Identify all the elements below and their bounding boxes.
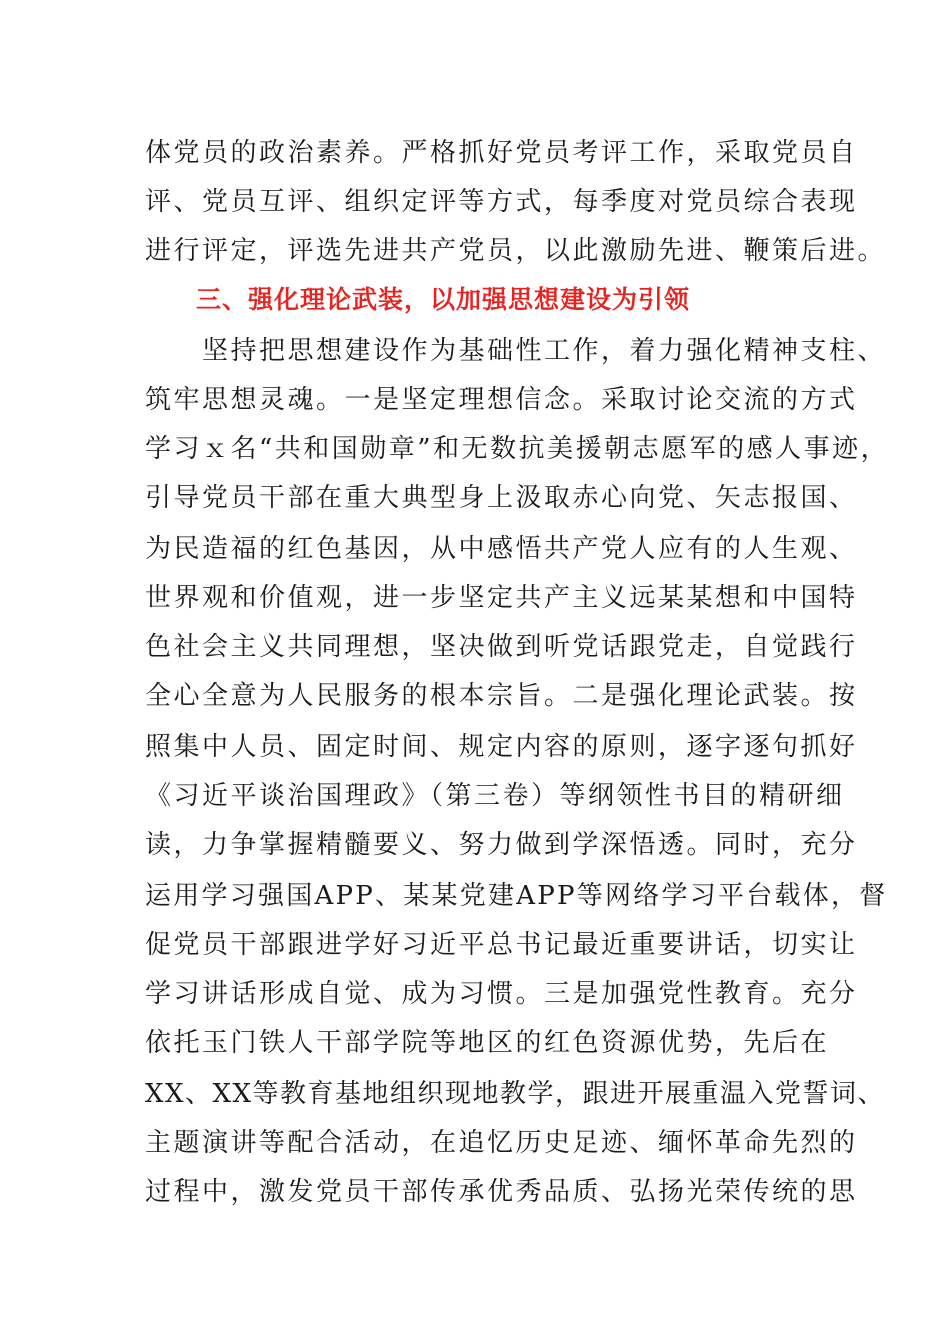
text-line: 世界观和价值观，进一步坚定共产主义远某某想和中国特: [145, 583, 858, 613]
section-heading: 三、强化理论武装，以加强思想建设为引领: [196, 285, 691, 314]
text-line: 过程中，激发党员干部传承优秀品质、弘扬光荣传统的思: [145, 1177, 858, 1207]
text-line: XX、XX等教育基地组织现地教学，跟进开展重温入党誓词、: [145, 1079, 886, 1109]
text-line: 学习ｘ名“共和国勋章”和无数抗美援朝志愿军的感人事迹，: [145, 434, 890, 464]
text-line: 主题演讲等配合活动，在追忆历史足迹、缅怀革命先烈的: [145, 1128, 858, 1158]
text-line: 照集中人员、固定时间、规定内容的原则，逐字逐句抓好: [145, 732, 858, 762]
text-line: 色社会主义共同理想，坚决做到听党话跟党走，自觉践行: [145, 632, 858, 662]
text-line: 学习讲话形成自觉、成为习惯。三是加强党性教育。充分: [145, 979, 858, 1009]
text-line: 评、党员互评、组织定评等方式，每季度对党员综合表现: [145, 187, 858, 217]
text-line: 进行评定，评选先进共产党员，以此激励先进、鞭策后进。: [145, 236, 887, 266]
text-line: 筑牢思想灵魂。一是坚定理想信念。采取讨论交流的方式: [145, 385, 858, 415]
text-line: 体党员的政治素养。严格抓好党员考评工作，采取党员自: [145, 138, 858, 168]
text-line: 为民造福的红色基因，从中感悟共产党人应有的人生观、: [145, 534, 858, 564]
text-line: 运用学习强国APP、某某党建APP等网络学习平台载体，督: [145, 881, 888, 911]
text-line: 全心全意为人民服务的根本宗旨。二是强化理论武装。按: [145, 681, 858, 711]
text-line: 《习近平谈治国理政》（第三卷）等纲领性书目的精研细: [145, 781, 845, 811]
text-line: 促党员干部跟进学好习近平总书记最近重要讲话，切实让: [145, 930, 858, 960]
text-line: 引导党员干部在重大典型身上汲取赤心向党、矢志报国、: [145, 483, 858, 513]
text-line: 读，力争掌握精髓要义、努力做到学深悟透。同时，充分: [145, 830, 858, 860]
text-line: 依托玉门铁人干部学院等地区的红色资源优势，先后在: [145, 1028, 830, 1058]
text-line: 坚持把思想建设作为基础性工作，着力强化精神支柱、: [145, 336, 887, 366]
